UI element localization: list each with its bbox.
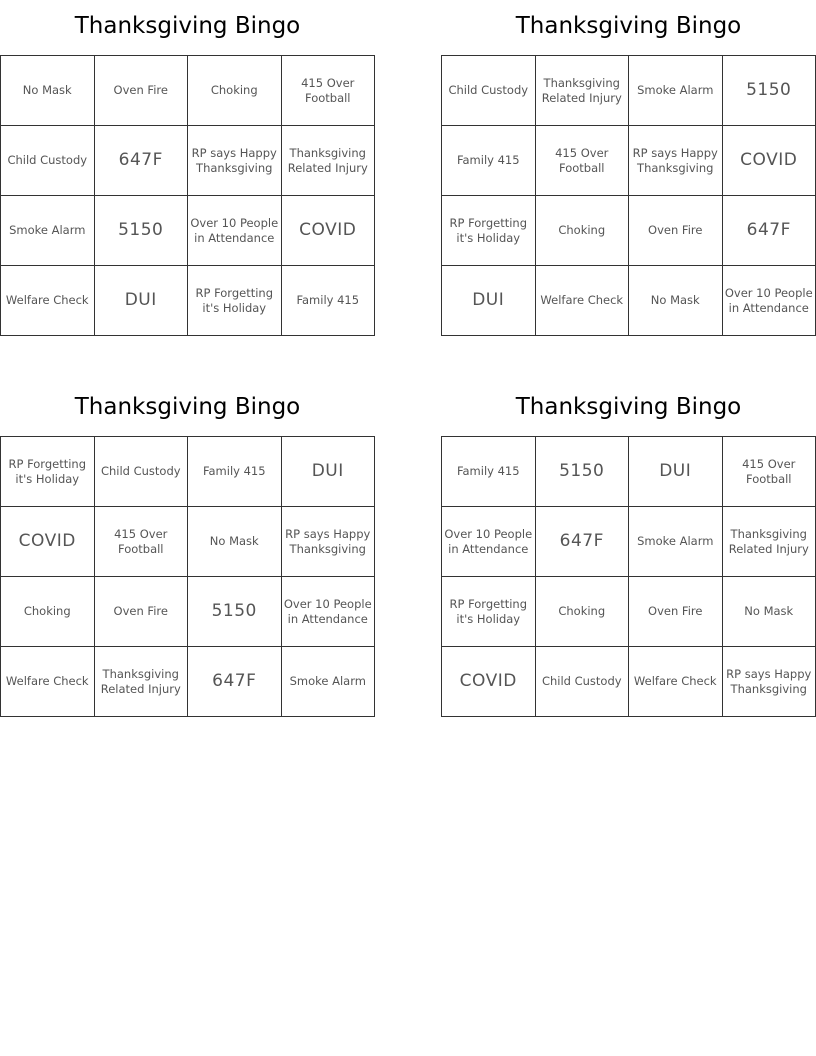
card-title: Thanksgiving Bingo <box>74 393 301 420</box>
bingo-cell: Child Custody <box>536 647 630 717</box>
bingo-cell: RP Forgetting it's Holiday <box>442 196 536 266</box>
bingo-cell: COVID <box>723 126 816 196</box>
bingo-cell: RP says Happy Thanksgiving <box>723 647 816 717</box>
bingo-cell: DUI <box>282 437 376 507</box>
bingo-cell: Over 10 People in Attendance <box>723 266 816 336</box>
bingo-grid <box>441 436 816 717</box>
bingo-cell: Family 415 <box>442 437 536 507</box>
bingo-cell: 647F <box>723 196 816 266</box>
bingo-cell: Choking <box>536 196 630 266</box>
card-title: Thanksgiving Bingo <box>515 393 742 420</box>
bingo-card-3 <box>0 381 375 717</box>
bingo-cell: COVID <box>1 507 95 577</box>
bingo-cell: Oven Fire <box>629 577 723 647</box>
bingo-cell: Smoke Alarm <box>1 196 95 266</box>
bingo-cell: 415 Over Football <box>536 126 630 196</box>
bingo-cell: RP says Happy Thanksgiving <box>188 126 282 196</box>
bingo-cell: Smoke Alarm <box>629 56 723 126</box>
bingo-cell: Choking <box>536 577 630 647</box>
bingo-cell: 647F <box>536 507 630 577</box>
bingo-cell: No Mask <box>1 56 95 126</box>
bingo-cell: Child Custody <box>442 56 536 126</box>
bingo-cell: 5150 <box>188 577 282 647</box>
bingo-cell: 415 Over Football <box>723 437 816 507</box>
bingo-cell: Over 10 People in Attendance <box>282 577 376 647</box>
bingo-cell: Family 415 <box>442 126 536 196</box>
bingo-cell: 415 Over Football <box>95 507 189 577</box>
bingo-cell: RP Forgetting it's Holiday <box>442 577 536 647</box>
bingo-cell: Child Custody <box>95 437 189 507</box>
bingo-cell: RP says Happy Thanksgiving <box>629 126 723 196</box>
bingo-cell: Welfare Check <box>536 266 630 336</box>
bingo-cell: Family 415 <box>188 437 282 507</box>
bingo-cell: Over 10 People in Attendance <box>188 196 282 266</box>
bingo-grid <box>441 55 816 336</box>
bingo-cell: RP says Happy Thanksgiving <box>282 507 376 577</box>
bingo-cell: No Mask <box>629 266 723 336</box>
bingo-cell: No Mask <box>723 577 816 647</box>
bingo-cell: Thanksgiving Related Injury <box>95 647 189 717</box>
bingo-card-2 <box>441 0 816 336</box>
bingo-cell: Oven Fire <box>95 577 189 647</box>
bingo-cell: COVID <box>282 196 376 266</box>
bingo-cell: DUI <box>95 266 189 336</box>
bingo-cell: 415 Over Football <box>282 56 376 126</box>
bingo-cell: Choking <box>188 56 282 126</box>
bingo-cell: Family 415 <box>282 266 376 336</box>
bingo-cell: Smoke Alarm <box>629 507 723 577</box>
bingo-cell: Smoke Alarm <box>282 647 376 717</box>
bingo-cell: RP Forgetting it's Holiday <box>1 437 95 507</box>
bingo-cell: 5150 <box>723 56 816 126</box>
bingo-cell: COVID <box>442 647 536 717</box>
bingo-cell: Thanksgiving Related Injury <box>723 507 816 577</box>
card-title: Thanksgiving Bingo <box>515 12 742 39</box>
bingo-cell: Welfare Check <box>1 647 95 717</box>
bingo-cell: 647F <box>95 126 189 196</box>
bingo-cell: Oven Fire <box>629 196 723 266</box>
bingo-cell: Welfare Check <box>1 266 95 336</box>
bingo-cell: RP Forgetting it's Holiday <box>188 266 282 336</box>
bingo-cell: Welfare Check <box>629 647 723 717</box>
bingo-cell: 647F <box>188 647 282 717</box>
bingo-cell: Thanksgiving Related Injury <box>536 56 630 126</box>
bingo-cell: Child Custody <box>1 126 95 196</box>
bingo-card-1 <box>0 0 375 336</box>
bingo-cell: 5150 <box>536 437 630 507</box>
bingo-cell: DUI <box>442 266 536 336</box>
bingo-grid <box>0 55 375 336</box>
bingo-cell: Oven Fire <box>95 56 189 126</box>
bingo-cell: DUI <box>629 437 723 507</box>
bingo-cell: No Mask <box>188 507 282 577</box>
bingo-cell: 5150 <box>95 196 189 266</box>
bingo-cell: Choking <box>1 577 95 647</box>
bingo-cell: Over 10 People in Attendance <box>442 507 536 577</box>
bingo-cell: Thanksgiving Related Injury <box>282 126 376 196</box>
bingo-grid <box>0 436 375 717</box>
bingo-card-4 <box>441 381 816 717</box>
card-title: Thanksgiving Bingo <box>74 12 301 39</box>
